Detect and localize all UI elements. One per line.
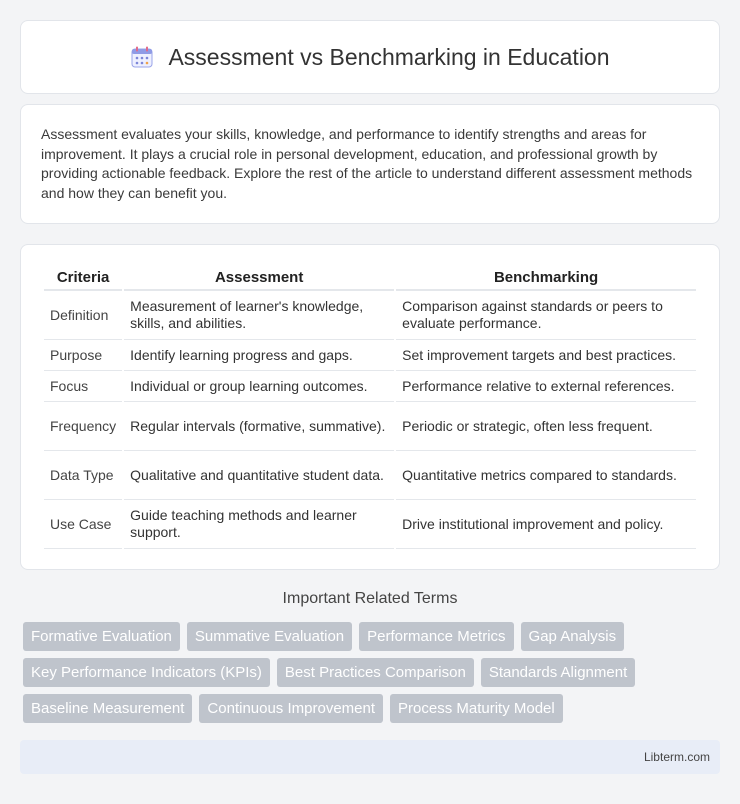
tag-process-maturity-model[interactable]: Process Maturity Model <box>390 694 563 723</box>
title-card <box>20 20 720 94</box>
benchmarking-cell: Performance relative to external references. <box>396 371 696 402</box>
criteria-cell: Purpose <box>44 340 122 371</box>
header-criteria: Criteria <box>44 265 122 291</box>
header-benchmarking: Benchmarking <box>396 265 696 291</box>
page-title: Assessment vs Benchmarking in Education <box>168 43 610 70</box>
tag-baseline-measurement[interactable]: Baseline Measurement <box>23 694 192 723</box>
tag-gap-analysis[interactable]: Gap Analysis <box>521 622 625 651</box>
assessment-cell: Regular intervals (formative, summative). <box>124 402 394 451</box>
table-row <box>44 340 696 371</box>
intro-text: Assessment evaluates your skills, knowledge, and performance to identify strengths and areas for improvement. It plays a crucial role in personal development, education, and professional growth by providing actionable feedback. Explore the rest of the article to understand different assessment methods and how they can benefit you. <box>41 126 693 201</box>
table-row <box>44 402 696 451</box>
tag-best-practices-comparison[interactable]: Best Practices Comparison <box>277 658 474 687</box>
tag-continuous-improvement[interactable]: Continuous Improvement <box>199 694 383 723</box>
table-row <box>44 371 696 402</box>
tag-performance-metrics[interactable]: Performance Metrics <box>359 622 513 651</box>
criteria-cell: Focus <box>44 371 122 402</box>
footer <box>20 740 720 774</box>
related-terms-title: Important Related Terms <box>282 590 458 607</box>
tag-standards-alignment[interactable]: Standards Alignment <box>481 658 635 687</box>
table-row <box>44 291 696 340</box>
header-assessment: Assessment <box>124 265 394 291</box>
criteria-cell: Data Type <box>44 451 122 500</box>
tag-summative-evaluation[interactable]: Summative Evaluation <box>187 622 352 651</box>
benchmarking-cell: Set improvement targets and best practices. <box>396 340 696 371</box>
assessment-cell: Guide teaching methods and learner support. <box>124 500 394 549</box>
tag-formative-evaluation[interactable]: Formative Evaluation <box>23 622 180 651</box>
footer-site-link[interactable]: Libterm.com <box>643 750 710 764</box>
assessment-cell: Measurement of learner's knowledge, skills, and abilities. <box>124 291 394 340</box>
calendar-icon <box>130 45 154 69</box>
assessment-cell: Qualitative and quantitative student data. <box>124 451 394 500</box>
benchmarking-cell: Quantitative metrics compared to standards. <box>396 451 696 500</box>
tag-kpis[interactable]: Key Performance Indicators (KPIs) <box>23 658 270 687</box>
related-terms-section <box>20 590 720 723</box>
assessment-cell: Individual or group learning outcomes. <box>124 371 394 402</box>
benchmarking-cell: Comparison against standards or peers to evaluate performance. <box>396 291 696 340</box>
table-row <box>44 500 696 549</box>
benchmarking-cell: Drive institutional improvement and policy. <box>396 500 696 549</box>
benchmarking-cell: Periodic or strategic, often less frequent. <box>396 402 696 451</box>
criteria-cell: Definition <box>44 291 122 340</box>
comparison-table <box>42 265 698 549</box>
criteria-cell: Use Case <box>44 500 122 549</box>
table-row <box>44 451 696 500</box>
related-terms-tags <box>20 622 720 723</box>
intro-card <box>20 104 720 224</box>
comparison-table-card <box>20 244 720 570</box>
assessment-cell: Identify learning progress and gaps. <box>124 340 394 371</box>
criteria-cell: Frequency <box>44 402 122 451</box>
table-header-row <box>44 265 696 291</box>
